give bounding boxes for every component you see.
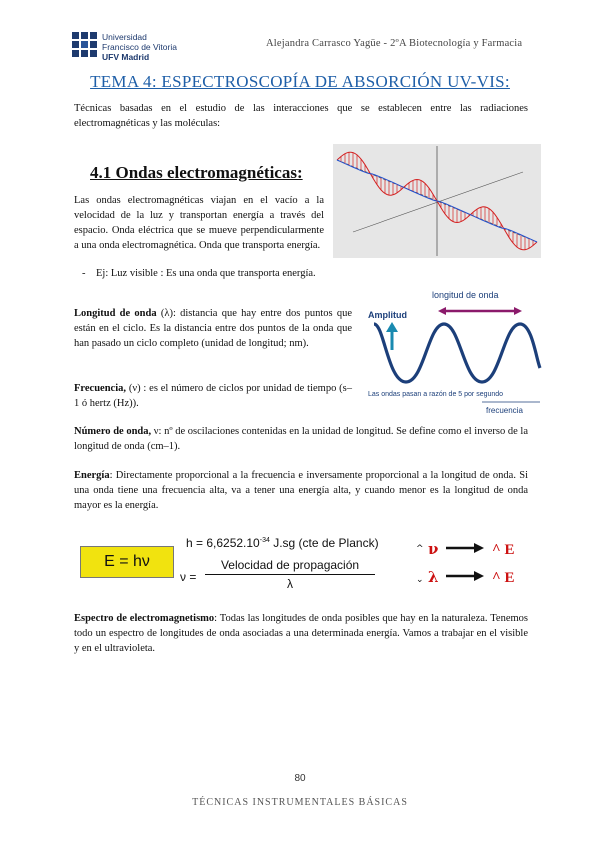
wavenumber-term: Número de onda, (74, 426, 152, 437)
paragraph-wavenumber (74, 424, 528, 454)
logo-line-1: Universidad (102, 32, 147, 42)
wavelength-term: Longitud de onda (74, 308, 157, 319)
frequency-text: (ν) : es el número de ciclos por unidad de tiempo (s–1 ó hertz (Hz)). (74, 383, 352, 409)
wavelength-diagram (366, 288, 542, 418)
logo-line-3: UFV Madrid (102, 52, 150, 62)
paragraph-spectrum (74, 611, 528, 656)
wavelength-label: longitud de onda (432, 290, 499, 300)
page-title: TEMA 4: ESPECTROSCOPÍA DE ABSORCIÓN UV-VIS: (90, 72, 510, 91)
fraction-denominator: λ (287, 577, 293, 591)
page-number: 80 (294, 773, 306, 784)
relation-1-left: ν (428, 540, 439, 558)
bullet-dash: - (82, 268, 86, 279)
paragraph-frequency (74, 381, 352, 411)
amplitude-label: Amplitud (368, 310, 407, 320)
sine-wave (374, 324, 540, 382)
frequency-fraction (205, 558, 375, 591)
footer-course: TÉCNICAS INSTRUMENTALES BÁSICAS (192, 797, 408, 808)
frequency-label: frecuencia (486, 406, 523, 415)
bullet-text: Ej: Luz visible : Es una onda que transporta energía. (96, 268, 316, 279)
relation-2-left: λ (428, 568, 439, 586)
energy-text: : Directamente proporcional a la frecuencia e inversamente proporcional a la longitud de onda. Si una onda tiene una frecuencia alta, va a tener una energía alta, y cuando menor es la longitud de onda mayor es la energía. (74, 470, 528, 511)
wavelength-arrow-right-icon (514, 307, 522, 315)
relation-1-right: ^ E (492, 542, 515, 558)
frequency-term: Frecuencia, (74, 383, 126, 394)
energy-relations (412, 536, 542, 592)
energy-term: Energía (74, 470, 110, 481)
header-author: Alejandra Carrasco Yagüe - 2ºA Biotecnología y Farmacia (266, 38, 523, 49)
logo-line-2: Francisco de Vitoria (102, 42, 177, 52)
energy-equation-box: E = hν (80, 546, 174, 578)
paragraph-em-waves: Las ondas electromagnéticas viajan en el vacío a la velocidad de la luz y transportan energía a través del espacio. Onda eléctrica que se mueve perpendicularmente a una onda electromagnética. Onda que transporta energía. (74, 195, 324, 251)
spectrum-text: : Todas las longitudes de onda posibles que hay en la naturaleza. Tenemos todo un espectro de longitudes de onda asociadas a una determinada energía. Vamos a trabajar en el visible y en el ultravioleta. (74, 613, 529, 654)
arrow-right-icon (474, 571, 484, 581)
wavelength-text: : distancia que hay entre dos puntos que están en el ciclo. Es la distancia entre dos puntos de la onda que han pasado un ciclo completo (unidad de longitud; nm). (74, 308, 352, 349)
relation-2-right: ^ E (492, 570, 515, 586)
down-mark: ⌄ (416, 575, 424, 585)
paragraph-wavelength (74, 306, 352, 351)
bullet-example (82, 266, 324, 281)
up-mark: ^ (416, 544, 424, 554)
university-logo (72, 32, 182, 68)
intro-paragraph: Técnicas basadas en el estudio de las interacciones que se establecen entre las radiaciones electromagnéticas y las moléculas: (74, 103, 528, 129)
planck-constant: $h = 6,6252.10^{-34}$ J.sg (cte de Planck) (186, 536, 379, 550)
em-wave-illustration (333, 144, 541, 258)
wavenumber-text: ν: nº de oscilaciones contenidas en la unidad de longitud. Se define como el inverso de la longitud de onda (cm–1). (74, 426, 528, 452)
ufv-logo-icon (72, 32, 98, 66)
fraction-numerator: Velocidad de propagación (205, 558, 375, 575)
section-heading: 4.1 Ondas electromagnéticas: (90, 163, 303, 182)
amplitude-arrow-icon (386, 322, 398, 332)
paragraph-energy (74, 468, 528, 513)
wavelength-symbol: (λ) (160, 308, 173, 319)
nu-symbol: ν = (180, 570, 197, 584)
spectrum-term: Espectro de electromagnetismo (74, 613, 215, 624)
em-wave-icon (333, 144, 541, 258)
arrow-right-icon (474, 543, 484, 553)
wavelength-arrow-left-icon (438, 307, 446, 315)
wave-caption: Las ondas pasan a razón de 5 por segundo (368, 391, 504, 398)
